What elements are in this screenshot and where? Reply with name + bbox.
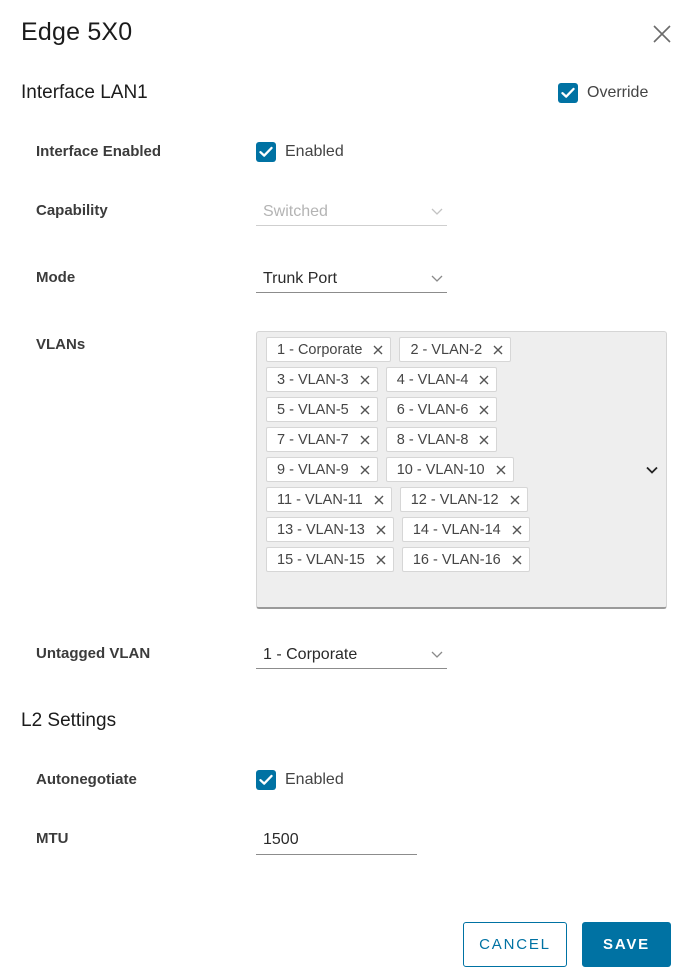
autonegotiate-label: Autonegotiate	[36, 771, 137, 788]
remove-chip-icon[interactable]	[478, 434, 490, 446]
remove-chip-icon[interactable]	[511, 554, 523, 566]
vlan-chip-list	[266, 337, 626, 572]
check-icon	[561, 87, 575, 99]
remove-chip-icon[interactable]	[359, 374, 371, 386]
cancel-button[interactable]: CANCEL	[463, 922, 567, 967]
vlan-chip-label: 13 - VLAN-13	[277, 521, 365, 538]
vlan-chip	[386, 367, 498, 392]
vlan-chip-row	[266, 547, 626, 572]
interface-enabled-checkbox-label: Enabled	[285, 143, 344, 160]
mtu-input[interactable]	[256, 826, 417, 855]
capability-select	[256, 198, 447, 226]
vlan-chip	[402, 517, 530, 542]
vlan-chip-label: 14 - VLAN-14	[412, 521, 501, 538]
vlan-chip-label: 11 - VLAN-11	[277, 491, 363, 508]
check-icon	[259, 774, 273, 786]
vlan-chip-label: 2 - VLAN-2	[410, 341, 483, 358]
interface-enabled-label: Interface Enabled	[36, 143, 162, 160]
override-checkbox[interactable]	[558, 83, 578, 103]
vlan-chip-label: 1 - Corporate	[277, 341, 363, 358]
remove-chip-icon[interactable]	[359, 464, 371, 476]
vlan-chip-label: 3 - VLAN-3	[277, 371, 349, 388]
autonegotiate-checkbox[interactable]	[256, 770, 276, 790]
remove-chip-icon[interactable]	[375, 524, 387, 536]
vlans-multiselect[interactable]	[256, 331, 667, 609]
chevron-down-icon[interactable]	[645, 465, 659, 475]
override-label: Override	[587, 84, 649, 101]
remove-chip-icon[interactable]	[359, 434, 371, 446]
vlan-chip	[266, 367, 378, 392]
untagged-vlan-value: 1 - Corporate	[263, 645, 358, 663]
interface-section-title: Interface LAN1	[21, 82, 148, 103]
vlan-chip-row	[266, 427, 626, 452]
vlan-chip-row	[266, 397, 626, 422]
vlan-chip-row	[266, 517, 626, 542]
vlan-chip-label: 5 - VLAN-5	[277, 401, 349, 418]
untagged-vlan-select[interactable]	[256, 641, 447, 669]
vlan-chip	[402, 547, 530, 572]
l2-settings-title: L2 Settings	[21, 710, 117, 731]
remove-chip-icon[interactable]	[478, 404, 490, 416]
vlan-chip	[266, 427, 378, 452]
override-checkbox-row[interactable]	[558, 83, 648, 103]
mode-value: Trunk Port	[263, 269, 338, 287]
check-icon	[259, 146, 273, 158]
vlan-chip-row	[266, 337, 626, 362]
vlan-chip	[266, 547, 394, 572]
chevron-down-icon	[431, 649, 443, 659]
remove-chip-icon[interactable]	[375, 554, 387, 566]
vlan-chip	[399, 337, 511, 362]
vlan-chip	[386, 427, 498, 452]
vlan-chip	[266, 487, 392, 512]
autonegotiate-checkbox-label: Enabled	[285, 771, 344, 788]
vlan-chip	[386, 457, 514, 482]
remove-chip-icon[interactable]	[478, 374, 490, 386]
vlans-label: VLANs	[36, 336, 86, 353]
dialog-title: Edge 5X0	[21, 18, 133, 46]
remove-chip-icon[interactable]	[359, 404, 371, 416]
vlan-chip	[400, 487, 528, 512]
vlan-chip	[266, 457, 378, 482]
vlan-chip-label: 9 - VLAN-9	[277, 461, 349, 478]
vlan-chip	[266, 517, 394, 542]
mode-select[interactable]	[256, 265, 447, 293]
vlan-chip-label: 12 - VLAN-12	[410, 491, 499, 508]
remove-chip-icon[interactable]	[509, 494, 521, 506]
chevron-down-icon	[431, 273, 443, 283]
vlan-chip	[266, 337, 391, 362]
interface-enabled-checkbox-row[interactable]	[256, 142, 344, 162]
remove-chip-icon[interactable]	[495, 464, 507, 476]
vlan-chip-label: 8 - VLAN-8	[396, 431, 469, 448]
vlan-chip-label: 10 - VLAN-10	[396, 461, 485, 478]
capability-label: Capability	[36, 202, 108, 219]
remove-chip-icon[interactable]	[511, 524, 523, 536]
autonegotiate-checkbox-row[interactable]	[256, 770, 344, 790]
vlan-chip-label: 7 - VLAN-7	[277, 431, 349, 448]
close-icon	[648, 20, 676, 48]
vlan-chip	[266, 397, 378, 422]
vlan-chip	[386, 397, 498, 422]
vlan-chip-label: 4 - VLAN-4	[396, 371, 469, 388]
vlan-chip-row	[266, 487, 626, 512]
remove-chip-icon[interactable]	[372, 344, 384, 356]
interface-enabled-checkbox[interactable]	[256, 142, 276, 162]
vlan-chip-label: 16 - VLAN-16	[412, 551, 501, 568]
vlan-chip-row	[266, 457, 626, 482]
vlan-chip-row	[266, 367, 626, 392]
mtu-label: MTU	[36, 830, 69, 847]
vlan-chip-label: 15 - VLAN-15	[277, 551, 365, 568]
close-button[interactable]	[648, 20, 676, 48]
capability-value: Switched	[263, 202, 328, 220]
chevron-down-icon	[431, 206, 443, 216]
save-button[interactable]: SAVE	[582, 922, 671, 967]
remove-chip-icon[interactable]	[373, 494, 385, 506]
mode-label: Mode	[36, 269, 76, 286]
remove-chip-icon[interactable]	[492, 344, 504, 356]
untagged-vlan-label: Untagged VLAN	[36, 645, 151, 662]
vlan-chip-label: 6 - VLAN-6	[396, 401, 469, 418]
